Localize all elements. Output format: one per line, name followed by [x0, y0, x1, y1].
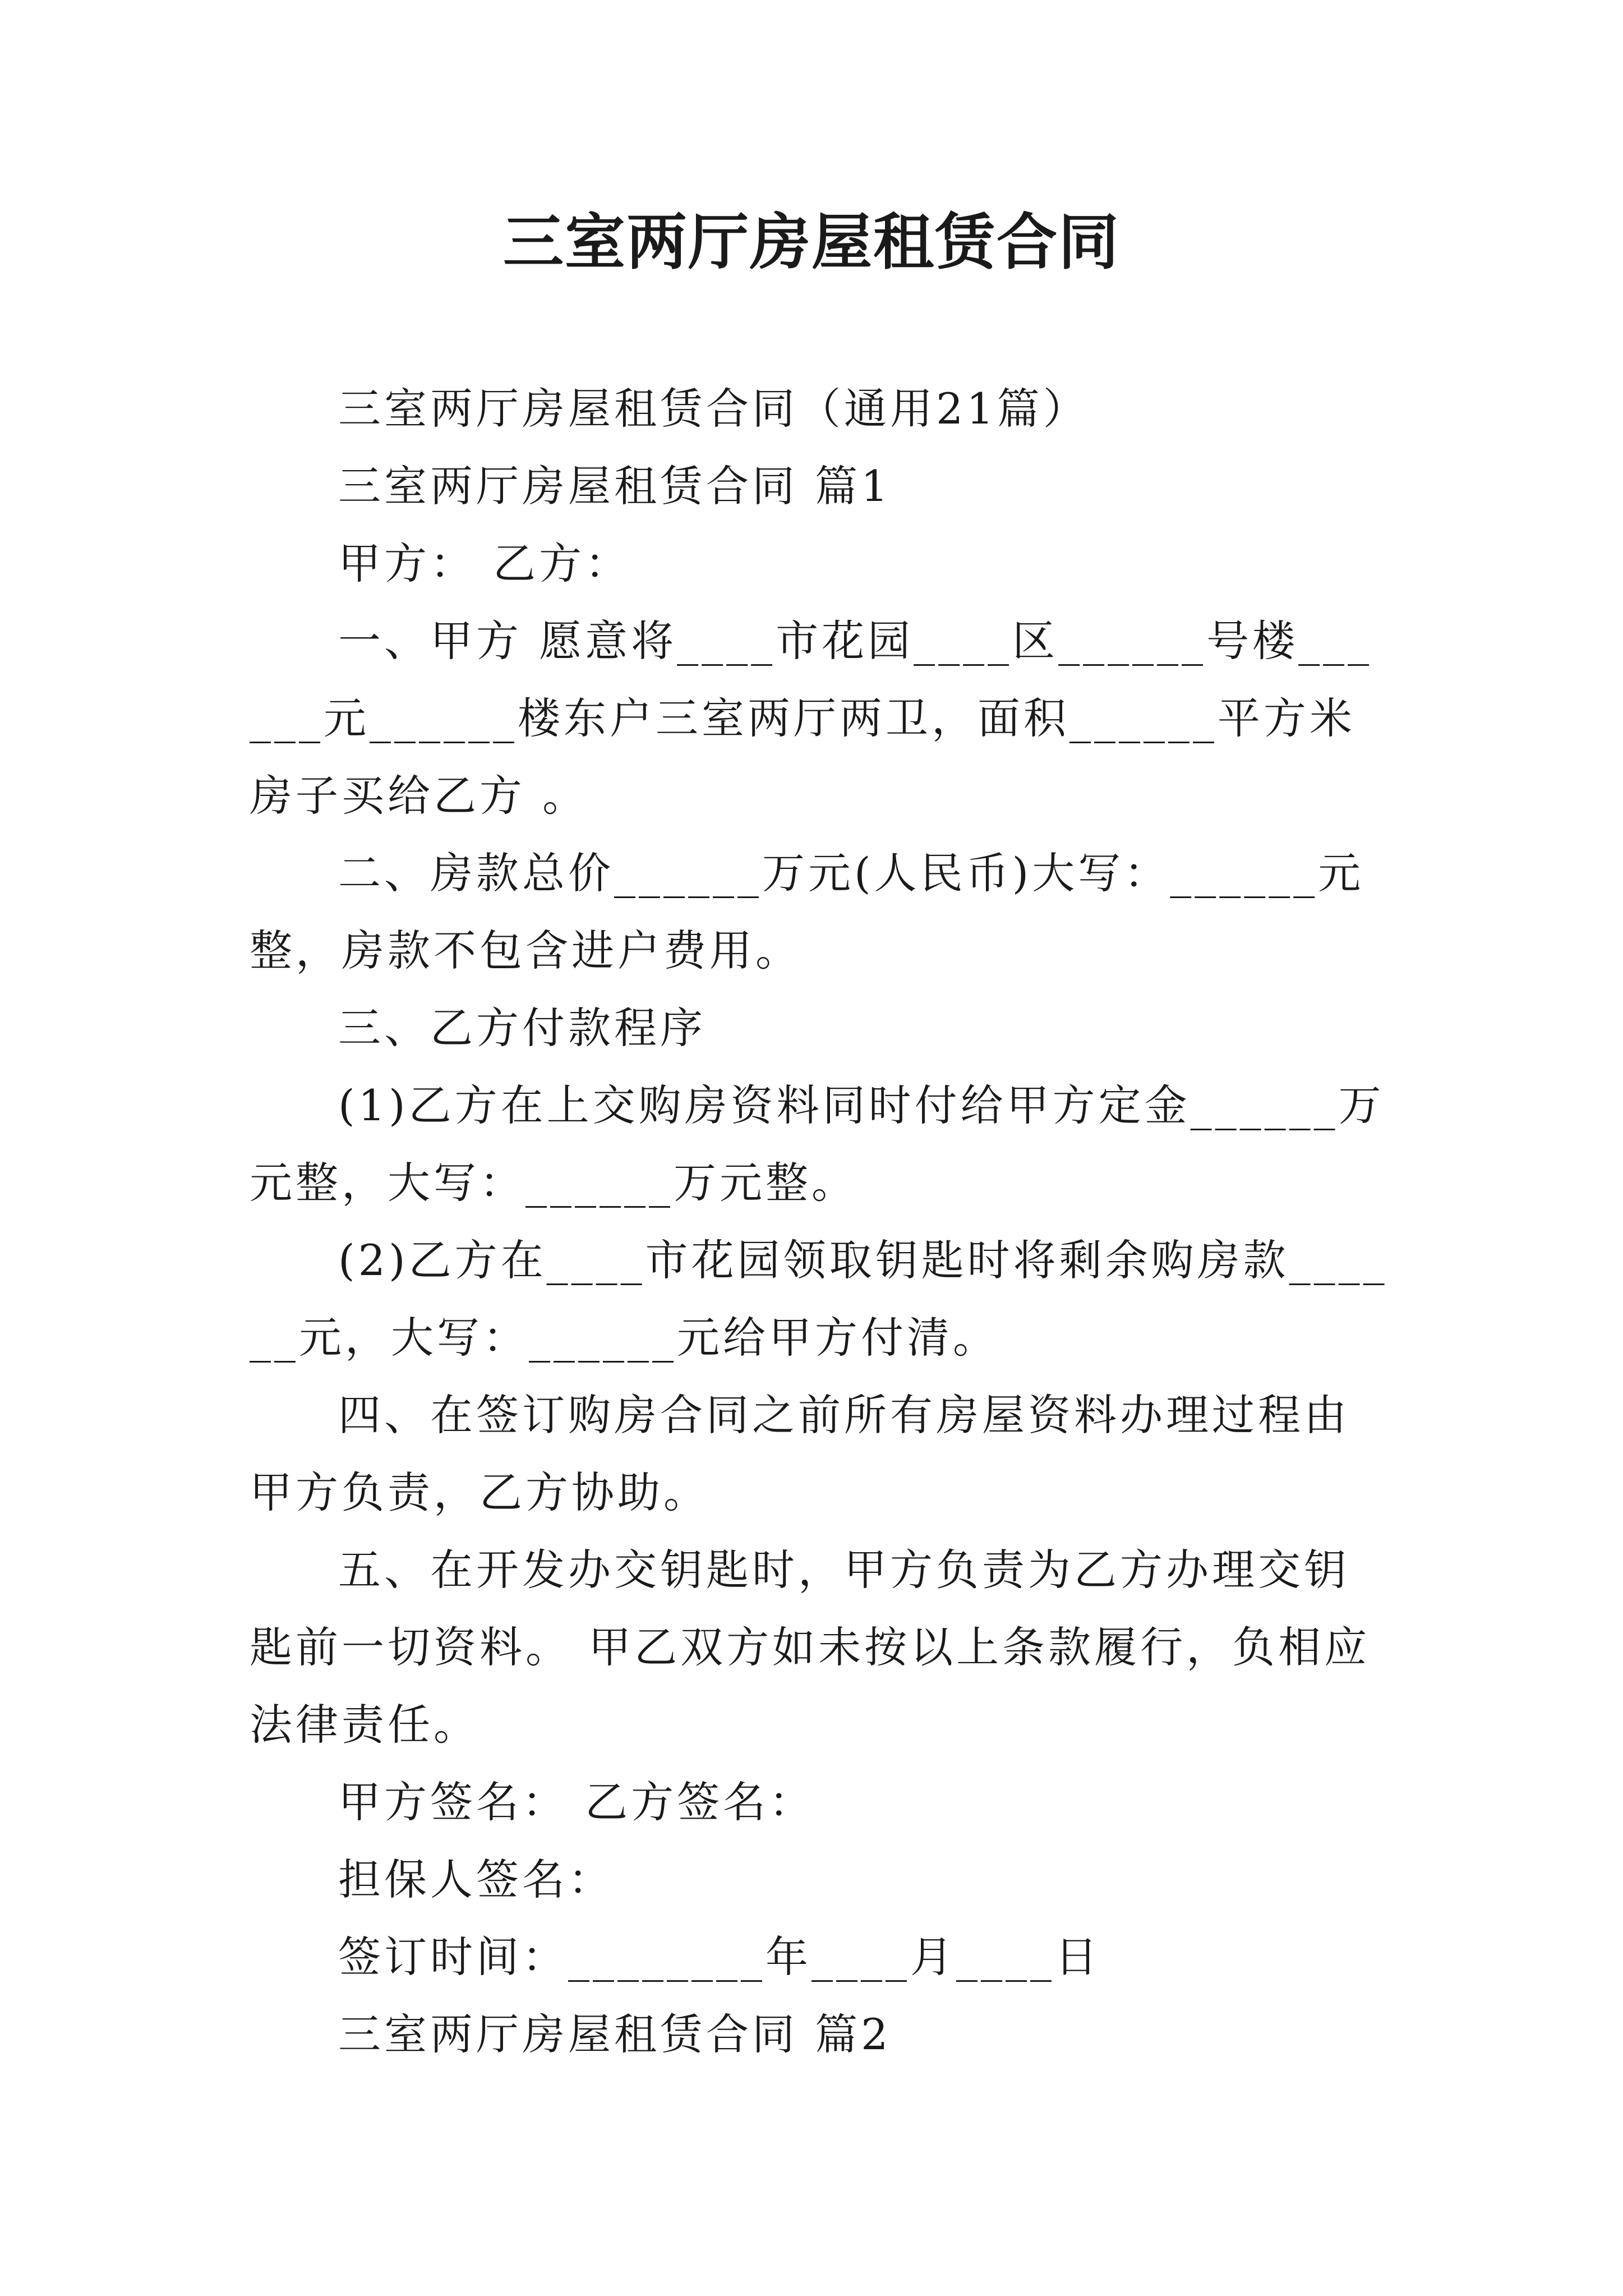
paragraph-guarantor-signature: 担保人签名： — [338, 1855, 614, 1904]
paragraph-collection-heading: 三室两厅房屋租赁合同（通用21篇） — [338, 384, 1089, 434]
paragraph-clause-3: 三、乙方付款程序 — [338, 1003, 706, 1053]
paragraph-clause-3-item-1: (1)乙方在上交购房资料同时付给甲方定金______万元整，大写：______万元整。 — [250, 1080, 1385, 1208]
paragraph-clause-2: 二、房款总价______万元(人民币)大写：______元整，房款不包含进户费用。 — [250, 848, 1364, 976]
paragraph-clause-5: 五、在开发办交钥匙时，甲方负责为乙方办理交钥匙前一切资料。 甲乙双方如未按以上条款履行，负相应法律责任。 — [250, 1545, 1371, 1750]
paragraph-clause-3-item-2: (2)乙方在____市花园领取钥匙时将剩余购房款______元，大写：______元给甲方付清。 — [250, 1235, 1388, 1363]
paragraph-clause-1: 一、甲方 愿意将____市花园____区______号楼______元______楼东户三室两厅两卫，面积______平方米房子买给乙方 。 — [250, 616, 1373, 821]
paragraph-parties: 甲方： 乙方： — [338, 539, 631, 588]
paragraph-clause-4: 四、在签订购房合同之前所有房屋资料办理过程由甲方负责，乙方协助。 — [250, 1390, 1350, 1517]
paragraph-signing-date: 签订时间：________年____月____日 — [338, 1932, 1101, 1982]
document-body — [250, 370, 1388, 2073]
paragraph-section-heading-1: 三室两厅房屋租赁合同 篇1 — [338, 461, 892, 511]
paragraph-signatures: 甲方签名： 乙方签名： — [338, 1777, 815, 1827]
paragraph-section-heading-2: 三室两厅房屋租赁合同 篇2 — [338, 2009, 892, 2059]
document-title: 三室两厅房屋租赁合同 — [502, 207, 1120, 278]
